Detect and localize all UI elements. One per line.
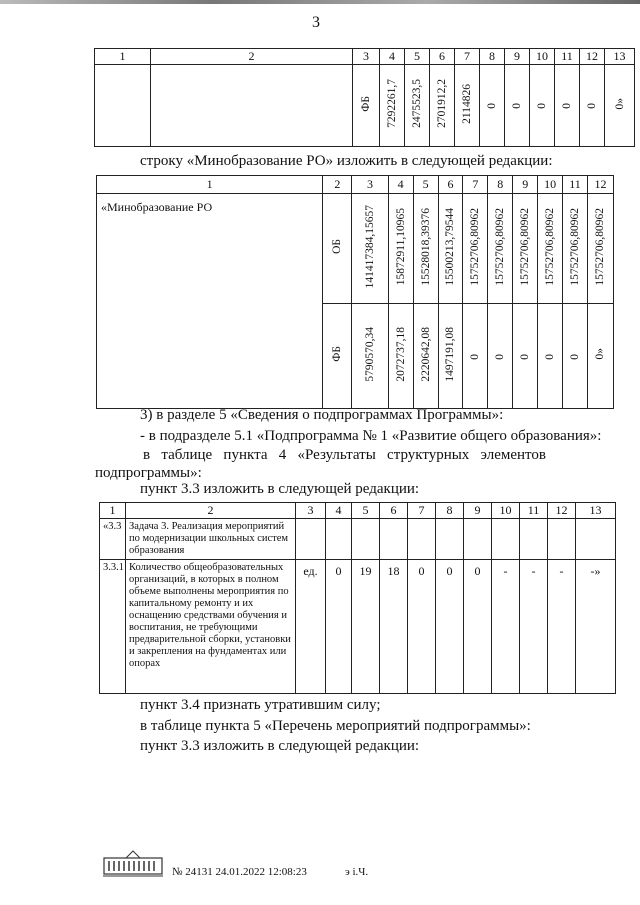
table-cell: 2072737,18 bbox=[388, 304, 413, 409]
table-cell: - bbox=[520, 560, 548, 694]
row-number: 3.3.1 bbox=[100, 560, 126, 694]
table-cell bbox=[151, 65, 353, 147]
column-header: 10 bbox=[492, 503, 520, 519]
paragraph: строку «Минобразование РО» изложить в следующей редакции: bbox=[140, 153, 553, 169]
table-cell: 7292261,7 bbox=[380, 65, 405, 147]
paragraph: подпрограммы»: bbox=[95, 465, 202, 481]
table-cell: 2220642,08 bbox=[413, 304, 438, 409]
table-results bbox=[99, 502, 616, 694]
table-cell: 0 bbox=[464, 560, 492, 694]
column-header: 2 bbox=[151, 49, 353, 65]
row-number: «3.3 bbox=[100, 519, 126, 560]
column-header: 7 bbox=[408, 503, 436, 519]
page-number: 3 bbox=[312, 14, 320, 31]
table-cell: 0 bbox=[463, 304, 488, 409]
table-cell bbox=[95, 65, 151, 147]
column-header: 6 bbox=[380, 503, 408, 519]
table-cell: 0 bbox=[563, 304, 588, 409]
table-cell: 0 bbox=[530, 65, 555, 147]
row-name: «Минобразование РО bbox=[97, 194, 323, 409]
paragraph: пункт 3.3 изложить в следующей редакции: bbox=[140, 738, 420, 754]
column-header: 4 bbox=[380, 49, 405, 65]
building-logo-icon bbox=[102, 848, 164, 878]
column-header: 3 bbox=[353, 49, 380, 65]
column-header: 5 bbox=[405, 49, 430, 65]
table-cell: 0 bbox=[513, 304, 538, 409]
table-cell: 0 bbox=[436, 560, 464, 694]
table-header-row bbox=[100, 503, 616, 519]
table-cell: 2114826 bbox=[455, 65, 480, 147]
table-cell: 0 bbox=[488, 304, 513, 409]
table-cell: 5790570,34 bbox=[352, 304, 388, 409]
table-financing-top bbox=[94, 48, 635, 147]
column-header: 5 bbox=[413, 176, 438, 194]
paragraph: пункт 3.3 изложить в следующей редакции: bbox=[140, 481, 420, 497]
column-header: 12 bbox=[587, 176, 613, 194]
table-cell: 2701912,2 bbox=[430, 65, 455, 147]
table-cell: 1497191,08 bbox=[438, 304, 463, 409]
table-row bbox=[100, 560, 616, 694]
column-header: 1 bbox=[97, 176, 323, 194]
table-cell: 0 bbox=[408, 560, 436, 694]
column-header: 12 bbox=[548, 503, 576, 519]
table-cell: ед. bbox=[296, 560, 326, 694]
column-header: 1 bbox=[95, 49, 151, 65]
column-header: 9 bbox=[505, 49, 530, 65]
table-cell: 0 bbox=[555, 65, 580, 147]
table-cell: 15872911,10965 bbox=[388, 194, 413, 304]
table-cell: - bbox=[548, 560, 576, 694]
table-cell: 0 bbox=[580, 65, 605, 147]
table-cell: 0 bbox=[480, 65, 505, 147]
column-header: 1 bbox=[100, 503, 126, 519]
table-cell: 0» bbox=[587, 304, 613, 409]
column-header: 3 bbox=[352, 176, 388, 194]
paragraph: 3) в разделе 5 «Сведения о подпрограммах Программы»: bbox=[140, 407, 504, 423]
table-cell: 18 bbox=[380, 560, 408, 694]
table-cell: 141417384,15657 bbox=[352, 194, 388, 304]
column-header: 11 bbox=[555, 49, 580, 65]
column-header: 2 bbox=[323, 176, 352, 194]
paragraph: в таблице пункта 4 «Результаты структурных элементов bbox=[143, 447, 546, 463]
column-header: 6 bbox=[430, 49, 455, 65]
table-cell: 15528018,39376 bbox=[413, 194, 438, 304]
paragraph: пункт 3.4 признать утратившим силу; bbox=[140, 697, 381, 713]
table-cell: 15752706,80962 bbox=[587, 194, 613, 304]
row-text: Количество общеобразовательных организаций, в которых в полном объеме выполнены мероприятия по капитальному ремонту и их оснащению средствами обучения и воспитания, не требующими предварительной сборки, установки и закрепления на фундаментах или опорах bbox=[126, 560, 296, 694]
column-header: 9 bbox=[513, 176, 538, 194]
column-header: 10 bbox=[538, 176, 563, 194]
column-header: 13 bbox=[576, 503, 616, 519]
table-cell: -» bbox=[576, 560, 616, 694]
column-header: 8 bbox=[488, 176, 513, 194]
table-cell: 0 bbox=[538, 304, 563, 409]
column-header: 4 bbox=[388, 176, 413, 194]
column-header: 13 bbox=[605, 49, 635, 65]
paragraph: в таблице пункта 5 «Перечень мероприятий подпрограммы»: bbox=[140, 718, 531, 734]
table-row bbox=[97, 194, 614, 304]
table-header-row bbox=[95, 49, 635, 65]
handwritten-mark: э і.Ч. bbox=[345, 866, 369, 878]
column-header: 8 bbox=[480, 49, 505, 65]
table-row bbox=[100, 519, 616, 560]
paragraph: - в подразделе 5.1 «Подпрограмма № 1 «Развитие общего образования»: bbox=[140, 428, 602, 444]
column-header: 11 bbox=[520, 503, 548, 519]
column-header: 7 bbox=[463, 176, 488, 194]
column-header: 10 bbox=[530, 49, 555, 65]
table-cell: 2475523,5 bbox=[405, 65, 430, 147]
table-cell: 19 bbox=[352, 560, 380, 694]
table-cell: ОБ bbox=[323, 194, 352, 304]
table-cell: 15752706,80962 bbox=[463, 194, 488, 304]
table-row bbox=[95, 65, 635, 147]
column-header: 6 bbox=[438, 176, 463, 194]
column-header: 7 bbox=[455, 49, 480, 65]
scan-top-edge bbox=[0, 0, 640, 4]
column-header: 11 bbox=[563, 176, 588, 194]
table-cell: 15752706,80962 bbox=[513, 194, 538, 304]
registration-stamp: № 24131 24.01.2022 12:08:23 bbox=[172, 866, 307, 878]
table-cell: 15752706,80962 bbox=[488, 194, 513, 304]
table-header-row bbox=[97, 176, 614, 194]
column-header: 12 bbox=[580, 49, 605, 65]
table-cell: 15500213,79544 bbox=[438, 194, 463, 304]
table-cell: 15752706,80962 bbox=[538, 194, 563, 304]
table-cell: 0 bbox=[505, 65, 530, 147]
table-cell: - bbox=[492, 560, 520, 694]
column-header: 3 bbox=[296, 503, 326, 519]
row-text: Задача 3. Реализация мероприятий по модернизации школьных систем образования bbox=[126, 519, 296, 560]
column-header: 4 bbox=[326, 503, 352, 519]
table-cell: 0» bbox=[605, 65, 635, 147]
table-minobrazovanie bbox=[96, 175, 614, 409]
table-cell: 15752706,80962 bbox=[563, 194, 588, 304]
column-header: 9 bbox=[464, 503, 492, 519]
table-cell: ФБ bbox=[323, 304, 352, 409]
column-header: 2 bbox=[126, 503, 296, 519]
table-cell: 0 bbox=[326, 560, 352, 694]
table-cell: ФБ bbox=[353, 65, 380, 147]
column-header: 8 bbox=[436, 503, 464, 519]
column-header: 5 bbox=[352, 503, 380, 519]
